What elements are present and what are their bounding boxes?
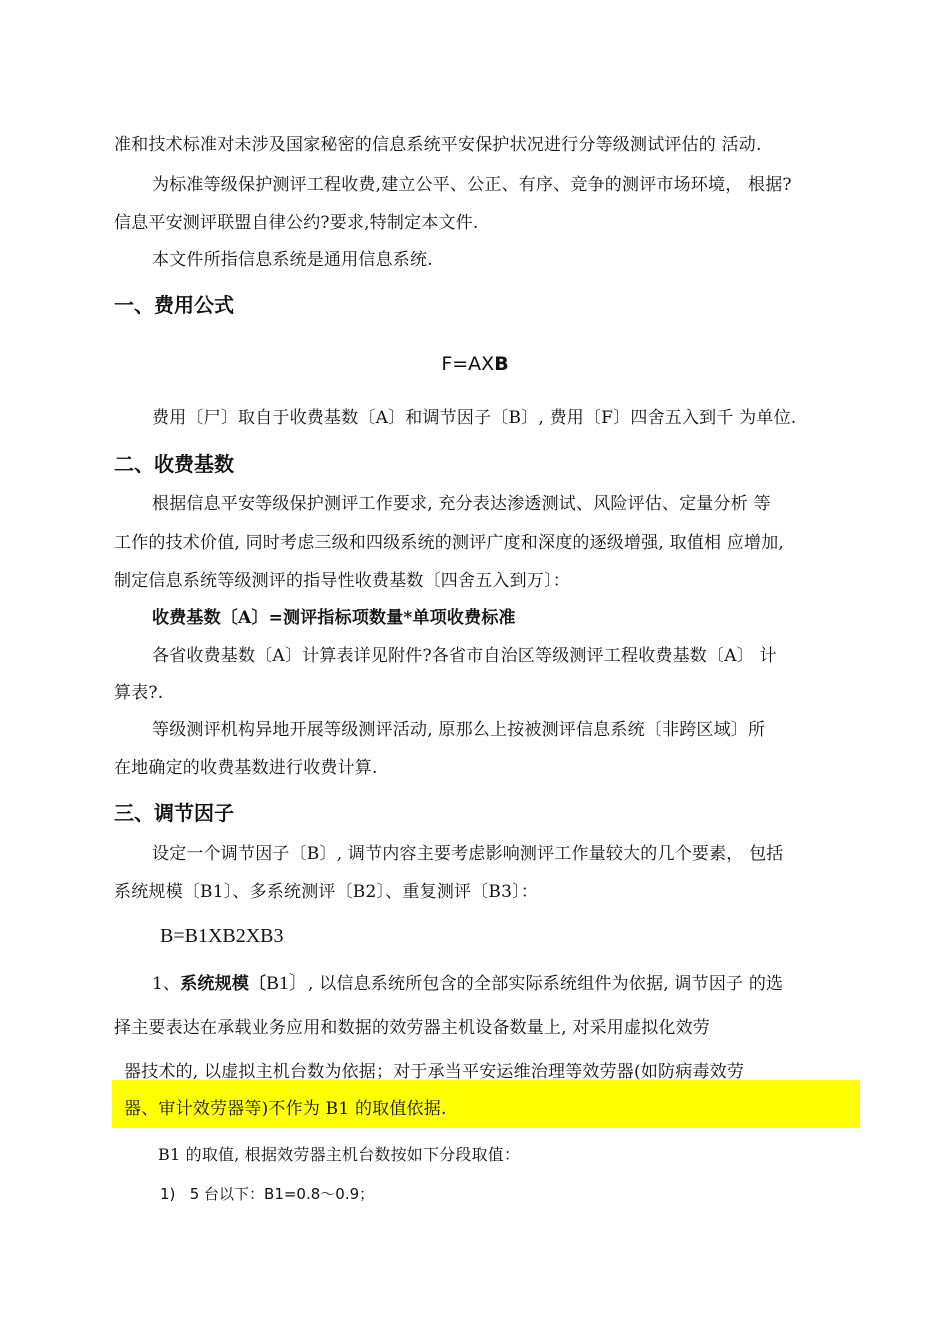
base-fee-para1-line2: 工作的技术价值, 同时考虑三级和四级系统的测评广度和深度的逐级增强, 取值相 应增加, [114, 533, 785, 553]
fee-formula-prefix: F=AX [441, 353, 495, 375]
base-fee-para3-line1: 等级测评机构异地开展等级测评活动, 原那么上按被测评信息系统〔非跨区域〕所 [152, 720, 766, 740]
section-heading-fee-formula: 一、费用公式 [114, 293, 234, 317]
system-scale-line1 [152, 972, 862, 996]
intro-line-4: 本文件所指信息系统是通用信息系统. [152, 250, 433, 270]
system-scale-number: 1、 [152, 974, 181, 994]
system-scale-line2: 择主要表达在承载业务应用和数据的效劳器主机设备数量上, 对采用虚拟化效劳 [114, 1018, 711, 1038]
system-scale-line1-rest: , 以信息系统所包含的全部实际系统组件为依据, 调节因子 的选 [308, 974, 784, 994]
base-fee-formula: 收费基数〔A〕=测评指标项数量*单项收费标准 [152, 608, 516, 628]
system-scale-line3: 器技术的, 以虚拟主机台数为依据；对于承当平安运维治理等效劳器(如防病毒效劳 [124, 1062, 745, 1082]
adjustment-para1-line1: 设定一个调节因子〔B〕, 调节内容主要考虑影响测评工作量较大的几个要素， 包括 [152, 844, 784, 864]
base-fee-para3-line2: 在地确定的收费基数进行收费计算. [114, 758, 378, 778]
section-heading-base-fee: 二、收费基数 [114, 452, 234, 476]
intro-line-2: 为标准等级保护测评工程收费,建立公平、公正、有序、竞争的测评市场环境， 根据? [152, 175, 792, 195]
base-fee-para1-line3: 制定信息系统等级测评的指导性收费基数〔四舍五入到万〕： [114, 571, 570, 591]
base-fee-para1-line1: 根据信息平安等级保护测评工作要求, 充分表达渗透测试、风险评估、定量分析 等 [152, 494, 771, 514]
section-heading-adjustment-factor: 三、调节因子 [114, 801, 234, 825]
base-fee-para2-line2: 算表?. [114, 683, 164, 703]
b1-list-item-1-number: 1) [160, 1185, 176, 1203]
b1-list-item-1 [160, 1183, 374, 1205]
system-scale-line4-highlighted: 器、审计效劳器等)不作为 B1 的取值依据. [124, 1099, 447, 1119]
fee-formula [0, 351, 950, 377]
fee-formula-suffix: B [494, 353, 509, 375]
system-scale-title: 系统规模〔 [180, 974, 267, 994]
adjustment-para1-line2: 系统规模〔B1〕、多系统测评〔B2〕、重复测评〔B3〕： [114, 882, 539, 902]
system-scale-code: B1〕 [266, 973, 308, 994]
adjustment-formula: B=B1XB2XB3 [160, 925, 284, 947]
b1-value-intro: B1 的取值, 根据效劳器主机台数按如下分段取值： [158, 1145, 521, 1164]
base-fee-para2-line1: 各省收费基数〔A〕计算表详见附件?各省市自治区等级测评工程收费基数〔A〕 计 [152, 646, 777, 666]
intro-line-3: 信息平安测评联盟自律公约?要求,特制定本文件. [114, 213, 479, 233]
b1-list-item-1-text: 5 台以下：B1=0.8〜0.9； [189, 1185, 375, 1203]
intro-line-1: 准和技术标准对未涉及国家秘密的信息系统平安保护状况进行分等级测试评估的 活动. [114, 135, 762, 155]
fee-formula-description: 费用〔尸〕取自于收费基数〔A〕和调节因子〔B〕, 费用〔F〕四舍五入到千 为单位. [152, 408, 797, 428]
